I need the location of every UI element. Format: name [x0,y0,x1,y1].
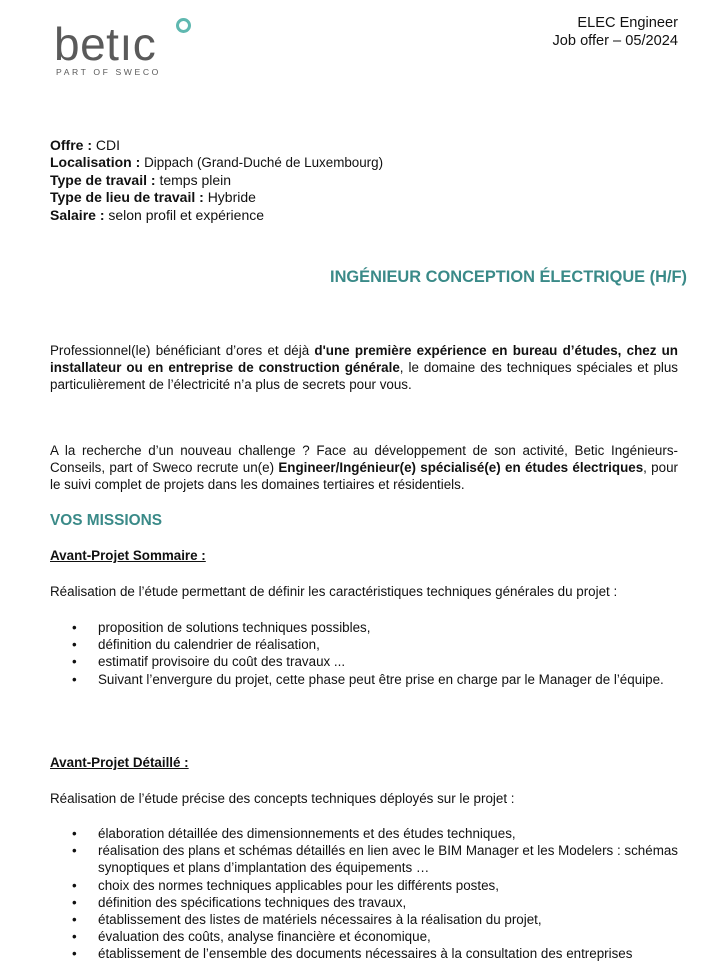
list-item: • évaluation des coûts, analyse financière et économique, [72,929,431,945]
bullet-icon: • [72,877,77,893]
list-item: • élaboration détaillée des dimensionnements et des études techniques, [72,826,516,841]
betic-logo [54,18,204,78]
list-item: • établissement de l’ensemble des documents nécessaires à la consultation des entreprises [72,946,633,962]
bullet-icon: • [72,671,77,687]
aps-heading: Avant-Projet Sommaire : [50,548,206,563]
logo-subtitle: PART OF SWECO [56,67,161,77]
logo-ring-icon [176,18,191,33]
bullet-icon: • [72,637,77,653]
detail-location: Localisation : Dippach (Grand-Duché de Luxembourg) [50,154,384,171]
header-job-title: ELEC Engineer [577,15,678,31]
list-item: • définition du calendrier de réalisation, [72,637,320,653]
bullet-icon: • [72,826,77,841]
list-item: • estimatif provisoire du coût des travaux ... [72,654,346,670]
list-item: • définition des spécifications techniques des travaux, [72,894,407,910]
list-item: • proposition de solutions techniques possibles, [72,620,371,635]
apd-heading: Avant-Projet Détaillé : [50,755,189,770]
apd-list [50,825,678,963]
bullet-icon: • [72,654,77,670]
bullet-icon: • [72,912,77,928]
detail-offer: Offre : CDI [50,137,121,153]
intro-paragraph: Professionnel(le) bénéficiant d’ores et déjà d'une première expérience en bureau d’études, chez un installateur ou en entreprise de construction générale, le domaine des techniques spéciales et plus particulièrement de l’électricité n’a plus de secrets pour vous. [50,343,679,393]
job-title: INGÉNIEUR CONCEPTION ÉLECTRIQUE (H/F) [330,268,687,286]
detail-workplace-type: Type de lieu de travail : Hybride [50,189,256,206]
detail-salary: Salaire : selon profil et expérience [50,206,265,223]
recruit-paragraph: A la recherche d’un nouveau challenge ? Face au développement de son activité, Betic Ingénieurs-Conseils, part of Sweco recrute un(e) Engineer/Ingénieur(e) spécialisé(e) en études électriques, pour le suivi complet de projets dans les domaines tertiaires et résidentiels. [50,443,678,493]
bullet-icon: • [72,929,77,945]
list-item: • réalisation des plans et schémas détaillés en lien avec le BIM Manager et les Modelers : schémas synoptiques et plans d’implantation des équipements … [72,843,678,876]
detail-work-type: Type de travail : temps plein [50,171,232,188]
bullet-icon: • [72,843,77,859]
bullet-icon: • [72,894,77,910]
logo-wordmark: betıc [54,18,157,70]
aps-intro: Réalisation de l’étude permettant de définir les caractéristiques techniques générales du projet : [50,584,618,599]
list-item: • établissement des listes de matériels nécessaires à la réalisation du projet, [72,912,542,928]
missions-heading: VOS MISSIONS [50,512,163,529]
aps-list [50,619,678,688]
bullet-icon: • [72,620,77,635]
apd-intro: Réalisation de l’étude précise des concepts techniques déployés sur le projet : [50,791,515,806]
list-item: • Suivant l’envergure du projet, cette phase peut être prise en charge par le Manager de l’équipe. [72,671,664,687]
document-header [552,15,678,50]
header-offer-date: Job offer – 05/2024 [552,32,678,49]
list-item: • choix des normes techniques applicables pour les différents postes, [72,877,499,893]
bullet-icon: • [72,946,77,962]
offer-details [50,137,678,224]
